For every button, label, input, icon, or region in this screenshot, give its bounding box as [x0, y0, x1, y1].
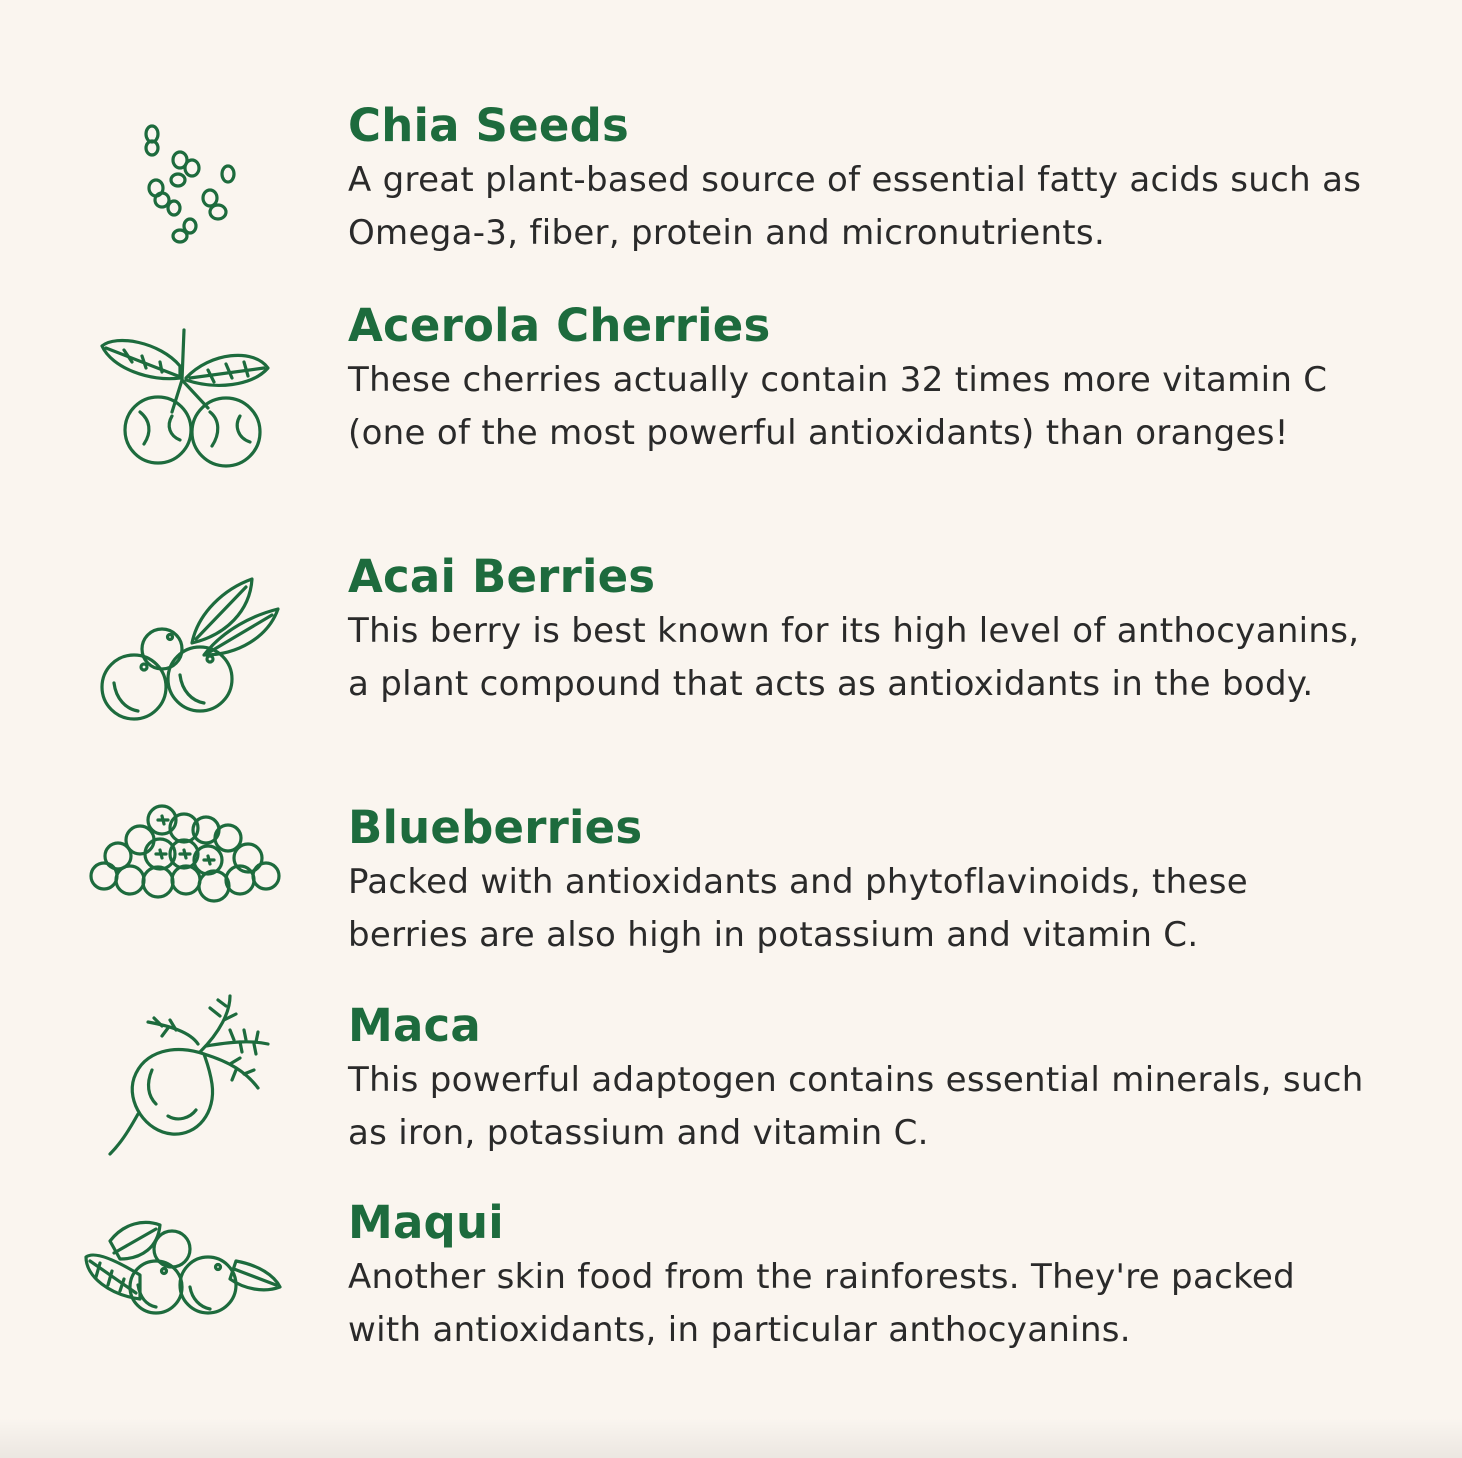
acerola-cherries-icon: [80, 320, 290, 490]
maca-root-icon: [80, 992, 290, 1162]
ingredient-title: Maca: [348, 999, 481, 1052]
ingredient-text: [348, 549, 1368, 711]
ingredient-description: Another skin food from the rainforests. They're packed with antioxidants, in particular anthocyanins.: [348, 1257, 1295, 1350]
ingredient-description: A great plant-based source of essential fatty acids such as Omega-3, fiber, protein and micronutrients.: [348, 160, 1362, 253]
ingredient-description: This powerful adaptogen contains essential minerals, such as iron, potassium and vitamin C.: [348, 1060, 1364, 1153]
ingredient-title: Maqui: [348, 1196, 504, 1249]
ingredient-title: Chia Seeds: [348, 99, 629, 152]
ingredient-text: [348, 98, 1368, 260]
ingredient-text: [348, 800, 1368, 962]
ingredient-title: Acerola Cherries: [348, 299, 771, 352]
blueberries-icon: [80, 800, 290, 970]
ingredient-text: [348, 1195, 1368, 1357]
ingredient-description: This berry is best known for its high level of anthocyanins, a plant compound that acts as antioxidants in the body.: [348, 611, 1360, 704]
ingredient-text: [348, 298, 1368, 460]
bottom-edge-shadow: [0, 1418, 1462, 1458]
ingredient-title: Acai Berries: [348, 550, 656, 603]
ingredient-description: These cherries actually contain 32 times more vitamin C (one of the most powerful antioxidants) than oranges!: [348, 360, 1328, 453]
chia-seeds-icon: [80, 108, 290, 278]
ingredient-description: Packed with antioxidants and phytoflavinoids, these berries are also high in potassium and vitamin C.: [348, 862, 1248, 955]
maqui-berries-icon: [80, 1201, 290, 1371]
ingredient-text: [348, 998, 1368, 1160]
acai-berries-icon: [80, 571, 290, 741]
ingredient-title: Blueberries: [348, 801, 643, 854]
